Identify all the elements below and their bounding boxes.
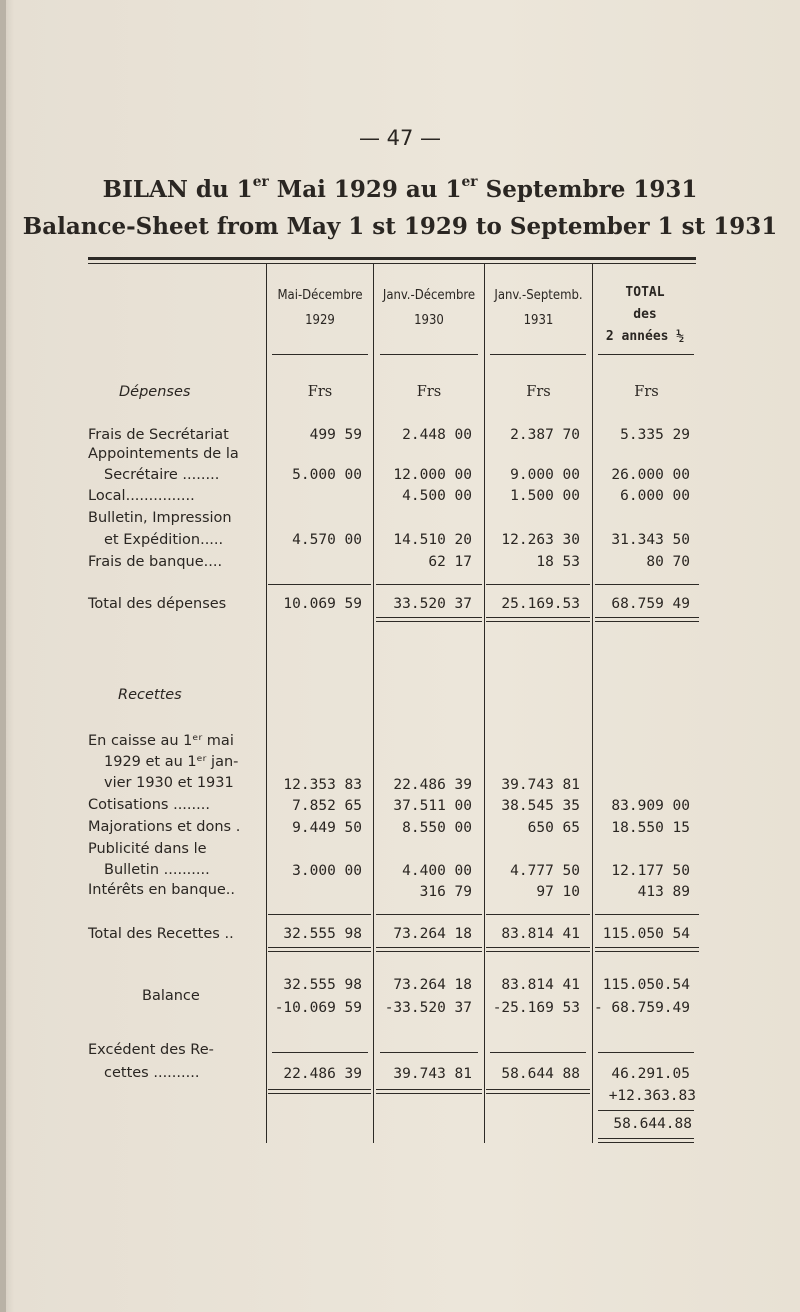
column-header-total: TOTAL des 2 années ½ xyxy=(605,285,685,344)
top-rule xyxy=(88,257,696,260)
title-french: BILAN du 1er Mai 1929 au 1er Septembre 1931 xyxy=(102,174,698,203)
double-rule xyxy=(268,951,371,952)
double-rule xyxy=(486,947,590,948)
excedent-label: cettes .......... xyxy=(104,1065,200,1081)
cell-value: 4.570 00 xyxy=(292,532,362,548)
excedent-extra: +12.363.83 xyxy=(608,1088,696,1104)
double-rule xyxy=(486,1089,590,1090)
row-label: Secrétaire ........ xyxy=(104,467,220,483)
sum-rule xyxy=(486,914,590,915)
cell-value: 2.387 70 xyxy=(510,427,580,443)
double-rule xyxy=(486,621,590,622)
cell-value: 7.852 65 xyxy=(292,798,362,814)
balance-value: 73.264 18 xyxy=(393,977,472,993)
currency-label: Frs xyxy=(416,384,442,400)
balance-value: 115.050.54 xyxy=(602,977,690,993)
excedent-value: 46.291.05 xyxy=(611,1066,690,1082)
balance-value: -10.069 59 xyxy=(274,1000,362,1016)
double-rule xyxy=(268,1093,371,1094)
row-label: En caisse au 1ᵉʳ mai xyxy=(88,733,234,749)
header-rule xyxy=(380,354,478,355)
balance-label: Balance xyxy=(142,988,200,1004)
top-rule-thin xyxy=(88,263,696,264)
row-label: 1929 et au 1ᵉʳ jan- xyxy=(104,754,239,770)
header-rule xyxy=(598,354,694,355)
row-label: Cotisations ........ xyxy=(88,797,210,813)
cell-value: 12.177 50 xyxy=(611,863,690,879)
sum-rule xyxy=(268,914,371,915)
row-label: Bulletin, Impression xyxy=(88,510,232,526)
grand-total: 58.644.88 xyxy=(613,1116,692,1132)
row-label: Publicité dans le xyxy=(88,841,207,857)
double-rule xyxy=(268,1089,371,1090)
cell-value: 18 53 xyxy=(536,554,580,570)
double-rule xyxy=(376,1093,482,1094)
balance-value: 32.555 98 xyxy=(283,977,362,993)
cell-value: 22.486 39 xyxy=(393,777,472,793)
row-label: Intérêts en banque.. xyxy=(88,882,236,898)
cell-value: 413 89 xyxy=(637,884,690,900)
total-value: 33.520 37 xyxy=(393,596,472,612)
row-label: Bulletin .......... xyxy=(104,862,210,878)
balance-value: -33.520 37 xyxy=(384,1000,472,1016)
excedent-value: 39.743 81 xyxy=(393,1066,472,1082)
sum-rule xyxy=(376,914,482,915)
cell-value: 6.000 00 xyxy=(620,488,690,504)
column-header-1931: Janv.-Septemb. 1931 xyxy=(494,288,583,328)
total-depenses-label: Total des dépenses xyxy=(88,596,227,612)
sum-rule xyxy=(376,584,482,585)
balance-value: - 68.759.49 xyxy=(593,1000,690,1016)
header-rule xyxy=(490,354,586,355)
cell-value: 31.343 50 xyxy=(611,532,690,548)
cell-value: 39.743 81 xyxy=(501,777,580,793)
balance-value: 83.814 41 xyxy=(501,977,580,993)
header-rule xyxy=(272,354,368,355)
cell-value: 499 59 xyxy=(309,427,362,443)
total-value: 32.555 98 xyxy=(283,926,362,942)
cell-value: 9.000 00 xyxy=(510,467,580,483)
total-value: 10.069 59 xyxy=(283,596,362,612)
cell-value: 9.449 50 xyxy=(292,820,362,836)
cell-value: 650 65 xyxy=(527,820,580,836)
sum-rule xyxy=(598,1110,694,1111)
cell-value: 5.000 00 xyxy=(292,467,362,483)
section-heading-depenses: Dépenses xyxy=(119,384,191,400)
double-rule xyxy=(486,617,590,618)
cell-value: 37.511 00 xyxy=(393,798,472,814)
cell-value: 12.353 83 xyxy=(283,777,362,793)
double-rule xyxy=(376,617,482,618)
cell-value: 38.545 35 xyxy=(501,798,580,814)
double-rule xyxy=(595,947,699,948)
double-rule xyxy=(376,951,482,952)
sum-rule xyxy=(380,1052,478,1053)
column-header-1930: Janv.-Décembre 1930 xyxy=(382,288,476,328)
sum-rule xyxy=(272,1052,368,1053)
cell-value: 18.550 15 xyxy=(611,820,690,836)
column-header-1929: Mai-Décembre 1929 xyxy=(277,288,363,328)
double-rule xyxy=(376,1089,482,1090)
row-label: Frais de Secrétariat xyxy=(88,427,229,443)
excedent-value: 22.486 39 xyxy=(283,1066,362,1082)
balance-value: -25.169 53 xyxy=(492,1000,580,1016)
cell-value: 4.400 00 xyxy=(402,863,472,879)
excedent-value: 58.644 88 xyxy=(501,1066,580,1082)
cell-value: 4.500 00 xyxy=(402,488,472,504)
sum-rule xyxy=(486,584,590,585)
double-rule xyxy=(268,947,371,948)
cell-value: 5.335 29 xyxy=(620,427,690,443)
currency-label: Frs xyxy=(634,384,659,400)
cell-value: 316 79 xyxy=(419,884,472,900)
double-rule xyxy=(595,617,699,618)
row-label: Majorations et dons . xyxy=(88,819,241,835)
cell-value: 12.000 00 xyxy=(393,467,472,483)
row-label: vier 1930 et 1931 xyxy=(104,775,234,791)
total-value: 83.814 41 xyxy=(501,926,580,942)
cell-value: 26.000 00 xyxy=(611,467,690,483)
cell-value: 12.263 30 xyxy=(501,532,580,548)
total-value: 115.050 54 xyxy=(602,926,690,942)
cell-value: 97 10 xyxy=(536,884,580,900)
sum-rule xyxy=(595,584,699,585)
row-label: et Expédition..... xyxy=(104,532,224,548)
cell-value: 3.000 00 xyxy=(292,863,362,879)
sum-rule xyxy=(598,1052,694,1053)
currency-label: Frs xyxy=(307,384,333,400)
double-rule xyxy=(376,621,482,622)
title-english: Balance-Sheet from May 1 st 1929 to September 1 st 1931 xyxy=(22,213,778,240)
double-rule xyxy=(598,1138,694,1139)
row-label: Frais de banque.... xyxy=(88,554,223,570)
cell-value: 4.777 50 xyxy=(510,863,580,879)
total-value: 73.264 18 xyxy=(393,926,472,942)
total-value: 25.169.53 xyxy=(501,596,580,612)
total-recettes-label: Total des Recettes .. xyxy=(88,926,234,942)
currency-label: Frs xyxy=(526,384,551,400)
sum-rule xyxy=(490,1052,586,1053)
cell-value: 62 17 xyxy=(428,554,472,570)
sum-rule xyxy=(595,914,699,915)
section-heading-recettes: Recettes xyxy=(118,687,182,703)
double-rule xyxy=(376,947,482,948)
page-number: — 47 — xyxy=(358,126,442,150)
double-rule xyxy=(486,1093,590,1094)
cell-value: 14.510 20 xyxy=(393,532,472,548)
sum-rule xyxy=(268,584,371,585)
double-rule xyxy=(598,1142,694,1143)
row-label: Local............... xyxy=(88,488,195,504)
total-value: 68.759 49 xyxy=(611,596,690,612)
cell-value: 2.448 00 xyxy=(402,427,472,443)
double-rule xyxy=(595,621,699,622)
cell-value: 80 70 xyxy=(646,554,690,570)
excedent-label: Excédent des Re- xyxy=(88,1042,214,1058)
cell-value: 1.500 00 xyxy=(510,488,580,504)
double-rule xyxy=(486,951,590,952)
row-label: Appointements de la xyxy=(88,446,239,462)
cell-value: 83.909 00 xyxy=(611,798,690,814)
cell-value: 8.550 00 xyxy=(402,820,472,836)
double-rule xyxy=(595,951,699,952)
